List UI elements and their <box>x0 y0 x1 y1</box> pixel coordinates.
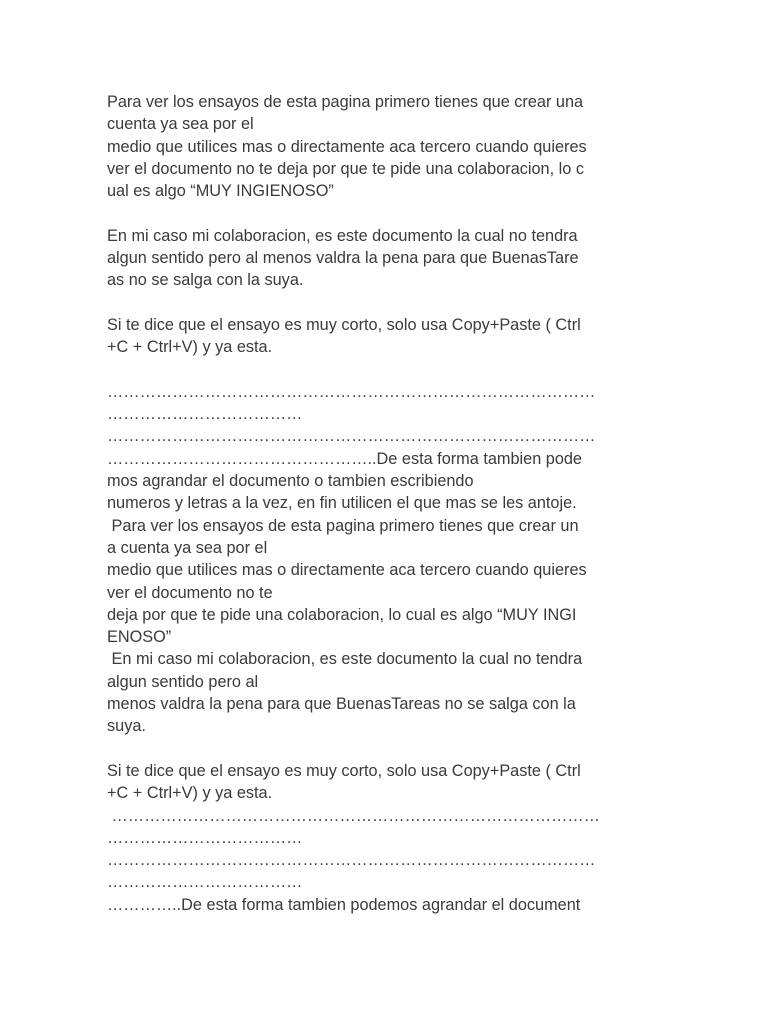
text-line: …………..De esta forma tambien podemos agrandar el document <box>107 895 581 914</box>
text-line: ……………………………………………………………………………… <box>107 806 600 825</box>
blank-line <box>107 202 667 224</box>
text-line: En mi caso mi colaboracion, es este documento la cual no tendra <box>107 226 578 245</box>
text-line: numeros y letras a la vez, en fin utilicen el que mas se les antoje. <box>107 494 577 513</box>
text-line: suya. <box>107 717 146 736</box>
text-line: Si te dice que el ensayo es muy corto, solo usa Copy+Paste ( Ctrl <box>107 761 581 780</box>
text-line: Para ver los ensayos de esta pagina primero tienes que crear una <box>107 93 584 111</box>
text-line: Para ver los ensayos de esta pagina primero tienes que crear un <box>107 516 579 535</box>
text-line: ……………………………… <box>107 828 303 847</box>
text-line: ver el documento no te <box>107 583 273 602</box>
text-line: mos agrandar el documento o tambien escribiendo <box>107 472 474 491</box>
text-line: ……………………………… <box>107 405 303 424</box>
text-line: ……………………………… <box>107 873 303 892</box>
text-line: ……………………………………………………………………………… <box>107 382 596 401</box>
text-line: ……………………………………………………………………………… <box>107 851 596 870</box>
text-line: +C + Ctrl+V) y ya esta. <box>107 338 273 357</box>
blank-line <box>107 738 667 760</box>
text-line: deja por que te pide una colaboracion, lo cual es algo “MUY INGI <box>107 605 577 624</box>
document-body <box>107 91 667 916</box>
text-line: +C + Ctrl+V) y ya esta. <box>107 784 273 803</box>
text-line: En mi caso mi colaboracion, es este documento la cual no tendra <box>107 650 583 669</box>
text-line: menos valdra la pena para que BuenasTareas no se salga con la <box>107 695 576 714</box>
text-line: Si te dice que el ensayo es muy corto, solo usa Copy+Paste ( Ctrl <box>107 315 581 334</box>
text-line: algun sentido pero al <box>107 672 259 691</box>
text-line: algun sentido pero al menos valdra la pena para que BuenasTare <box>107 249 579 268</box>
text-line: ENOSO” <box>107 628 172 647</box>
text-line: cuenta ya sea por el <box>107 115 254 134</box>
blank-line <box>107 359 667 381</box>
text-line: ual es algo “MUY INGIENOSO” <box>107 182 334 201</box>
text-line: medio que utilices mas o directamente aca tercero cuando quieres <box>107 137 587 156</box>
text-line: a cuenta ya sea por el <box>107 538 268 557</box>
text-line: medio que utilices mas o directamente aca tercero cuando quieres <box>107 561 587 580</box>
text-line: ver el documento no te deja por que te pide una colaboracion, lo c <box>107 159 584 178</box>
text-line: ……………………………………………………………………………… <box>107 427 596 446</box>
text-line: …………………………………………..De esta forma tambien pode <box>107 449 582 468</box>
text-line: as no se salga con la suya. <box>107 271 304 290</box>
blank-line <box>107 292 667 314</box>
